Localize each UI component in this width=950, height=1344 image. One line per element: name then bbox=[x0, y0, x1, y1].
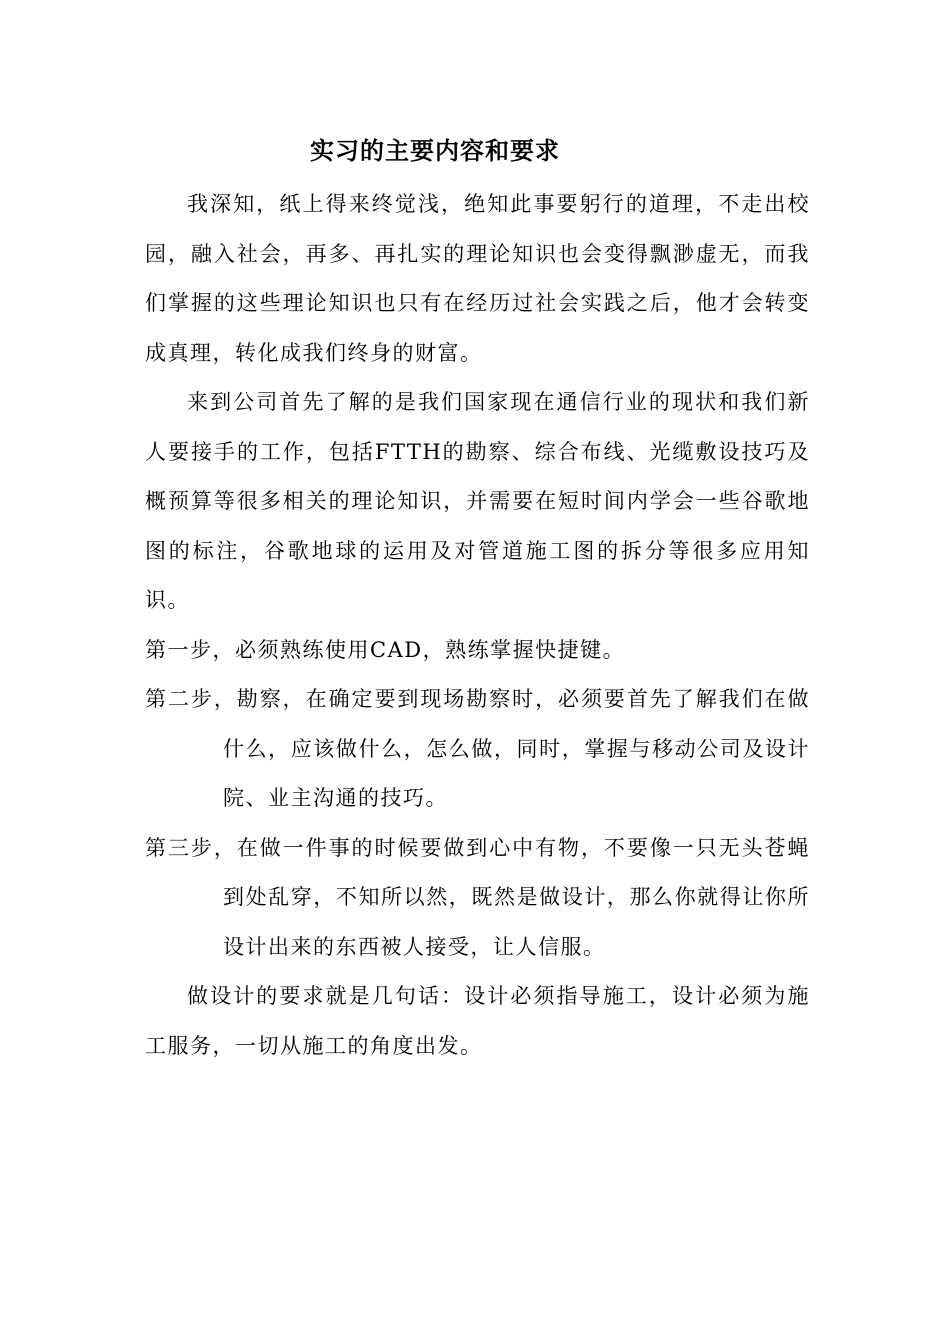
paragraph-company: 来到公司首先了解的是我们国家现在通信行业的现状和我们新人要接手的工作，包括FTTH的勘察、综合布线、光缆敷设技巧及概预算等很多相关的理论知识，并需要在短时间内学会一些谷歌地图的标注，谷歌地球的运用及对管道施工图的拆分等很多应用知识。 bbox=[145, 390, 810, 612]
paragraph-intro: 我深知，纸上得来终觉浅，绝知此事要躬行的道理，不走出校园，融入社会，再多、再扎实的理论知识也会变得飘渺虚无，而我们掌握的这些理论知识也只有在经历过社会实践之后，他才会转变成真理，转化成我们终身的财富。 bbox=[145, 192, 810, 365]
paragraph-step-two: 第二步，勘察，在确定要到现场勘察时，必须要首先了解我们在做什么，应该做什么，怎么做，同时，掌握与移动公司及设计院、业主沟通的技巧。 bbox=[145, 687, 810, 810]
page-title: 实习的主要内容和要求 bbox=[310, 137, 560, 165]
paragraph-step-one: 第一步，必须熟练使用CAD，熟练掌握快捷键。 bbox=[145, 637, 626, 662]
paragraph-step-three: 第三步，在做一件事的时候要做到心中有物，不要像一只无头苍蝇到处乱穿，不知所以然，既然是做设计，那么你就得让你所设计出来的东西被人接受，让人信服。 bbox=[145, 835, 810, 959]
paragraph-requirements: 做设计的要求就是几句话：设计必须指导施工，设计必须为施工服务，一切从施工的角度出发。 bbox=[145, 984, 810, 1058]
document-body bbox=[145, 180, 810, 1071]
